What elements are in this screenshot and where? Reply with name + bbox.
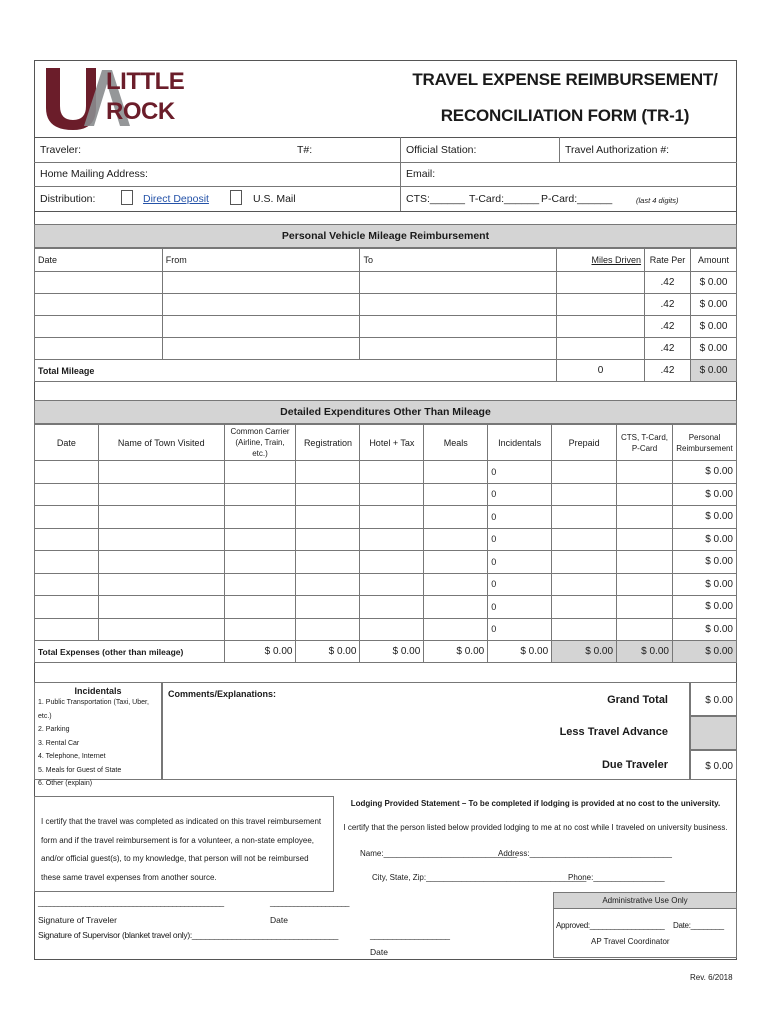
mileage-row[interactable] xyxy=(35,272,737,294)
incidentals-key-item: 2. Parking xyxy=(38,726,70,733)
exp-date-header: Date xyxy=(35,425,99,461)
expense-row[interactable] xyxy=(35,483,737,506)
due-traveler-label: Due Traveler xyxy=(601,759,668,771)
total-expenses-label: Total Expenses (other than mileage) xyxy=(35,641,225,663)
certification-line: these same travel expenses from another source. xyxy=(41,872,217,882)
total-miles-value: 0 xyxy=(557,360,645,382)
grand-total-label: Grand Total xyxy=(607,694,668,706)
expenditures-header-row xyxy=(35,425,737,461)
mileage-row[interactable] xyxy=(35,316,737,338)
incidentals-key-item: 5. Meals for Guest of State xyxy=(38,766,122,774)
lodging-city-field[interactable]: City, State, Zip:____________________________________ xyxy=(372,873,587,882)
prepaid-header: Prepaid xyxy=(552,425,617,461)
lodging-address-field[interactable]: Address:________________________________ xyxy=(498,849,672,858)
total-meals: $ 0.00 xyxy=(424,641,488,663)
grand-total-value: $ 0.00 xyxy=(690,682,737,716)
total-cts: $ 0.00 xyxy=(617,641,673,663)
certification-box xyxy=(34,796,334,892)
admin-date-field[interactable]: Date:________ xyxy=(673,921,724,930)
total-prepaid: $ 0.00 xyxy=(552,641,617,663)
personal-cell: $ 0.00 xyxy=(672,528,736,551)
personal-cell: $ 0.00 xyxy=(672,618,736,641)
cts-header-line2: P-Card xyxy=(631,443,658,453)
less-travel-advance-input[interactable] xyxy=(690,716,737,750)
expense-row[interactable] xyxy=(35,618,737,641)
mileage-section-title: Personal Vehicle Mileage Reimbursement xyxy=(281,230,490,242)
incidentals-cell: 0 xyxy=(488,551,552,574)
incidentals-cell: 0 xyxy=(488,618,552,641)
mileage-row[interactable] xyxy=(35,338,737,360)
lodging-name-field[interactable]: Name:______________________________ xyxy=(360,849,518,858)
form-title-line1: TRAVEL EXPENSE REIMBURSEMENT/ xyxy=(412,70,718,89)
traveler-label: Traveler: xyxy=(40,144,82,156)
mileage-rate: .42 xyxy=(645,338,691,360)
less-travel-advance-label: Less Travel Advance xyxy=(559,726,668,738)
certification-line: and/or official guest(s), to my knowledge, that person will not be reimbursed xyxy=(41,854,309,863)
expenses-total-row xyxy=(35,641,737,663)
last-four-digits-note: (last 4 digits) xyxy=(636,196,679,205)
personal-cell: $ 0.00 xyxy=(672,483,736,506)
lodging-certify-text: I certify that the person listed below provided lodging to me at no cost while I traveled on university business. xyxy=(343,823,728,832)
mileage-table xyxy=(34,248,737,382)
admin-use-title: Administrative Use Only xyxy=(554,893,736,909)
incidentals-cell: 0 xyxy=(488,573,552,596)
traveler-date-label: Date xyxy=(270,915,288,925)
traveler-signature-line[interactable]: _______________________________________________ xyxy=(38,898,224,907)
total-mileage-label: Total Mileage xyxy=(35,360,557,382)
personal-cell: $ 0.00 xyxy=(672,596,736,619)
logo-text-little: LITTLE xyxy=(106,68,185,95)
home-address-label: Home Mailing Address: xyxy=(40,168,148,180)
expense-row[interactable] xyxy=(35,551,737,574)
expense-row[interactable] xyxy=(35,573,737,596)
mileage-rate: .42 xyxy=(645,316,691,338)
supervisor-signature-field[interactable]: Signature of Supervisor (blanket travel only):_________________________________ xyxy=(38,930,339,940)
distribution-label: Distribution: xyxy=(40,193,96,205)
incidentals-key-item: 1. Public Transportation (Taxi, Uber, etc.) xyxy=(38,699,149,720)
mileage-row[interactable] xyxy=(35,294,737,316)
personal-cell: $ 0.00 xyxy=(672,461,736,484)
expense-row[interactable] xyxy=(35,528,737,551)
personal-reimbursement-header xyxy=(672,425,736,461)
lodging-statement-title: Lodging Provided Statement – To be completed if lodging is provided at no cost to the university. xyxy=(350,799,721,808)
mileage-amount: $ 0.00 xyxy=(690,272,736,294)
certification-line: I certify that the travel was completed as indicated on this travel reimbursement xyxy=(41,817,322,826)
incidentals-key-title: Incidentals xyxy=(74,686,122,696)
common-carrier-line2: (Airline, Train, etc.) xyxy=(235,438,285,458)
mileage-header-row xyxy=(35,249,737,272)
form-title-line2: RECONCILIATION FORM (TR-1) xyxy=(440,106,690,125)
t-number-label: T#: xyxy=(297,144,313,156)
certification-line: form and if the travel reimbursement is for a volunteer, a non-state employee, xyxy=(41,835,315,845)
total-rate-value: .42 xyxy=(645,360,691,382)
incidentals-key-item: 4. Telephone, Internet xyxy=(38,753,106,760)
expense-row[interactable] xyxy=(35,506,737,529)
hotel-tax-header: Hotel + Tax xyxy=(360,425,424,461)
incidentals-cell: 0 xyxy=(488,461,552,484)
common-carrier-header xyxy=(224,425,296,461)
mileage-to-header: To xyxy=(360,249,557,272)
supervisor-date-line[interactable]: __________________ xyxy=(370,930,450,940)
incidentals-cell: 0 xyxy=(488,506,552,529)
total-carrier: $ 0.00 xyxy=(224,641,296,663)
registration-header: Registration xyxy=(296,425,360,461)
us-mail-label: U.S. Mail xyxy=(253,193,296,205)
personal-header-line2: Reimbursement xyxy=(676,443,733,453)
travel-authorization-label: Travel Authorization #: xyxy=(565,144,670,156)
incidentals-key-box xyxy=(34,682,162,787)
incidentals-cell: 0 xyxy=(488,483,552,506)
lodging-phone-field[interactable]: Phone:________________ xyxy=(568,873,665,882)
email-label: Email: xyxy=(406,168,436,180)
tcard-field: T-Card:______ xyxy=(469,193,540,205)
mileage-rate: .42 xyxy=(645,294,691,316)
incidentals-cell: 0 xyxy=(488,528,552,551)
mileage-amount: $ 0.00 xyxy=(690,294,736,316)
direct-deposit-link[interactable]: Direct Deposit xyxy=(143,193,209,205)
admin-approved-field[interactable]: Approved:__________________ xyxy=(556,921,665,930)
personal-header-line1: Personal xyxy=(688,432,721,442)
expenditures-section-title: Detailed Expenditures Other Than Mileage xyxy=(280,406,491,418)
total-incidentals: $ 0.00 xyxy=(488,641,552,663)
pcard-field: P-Card:______ xyxy=(541,193,613,205)
town-visited-header: Name of Town Visited xyxy=(98,425,224,461)
ap-travel-coordinator-label: AP Travel Coordinator xyxy=(591,937,670,946)
mileage-total-row xyxy=(35,360,737,382)
cts-header-line1: CTS, T-Card, xyxy=(621,432,668,442)
expenditures-table xyxy=(34,424,737,663)
supervisor-date-label: Date xyxy=(370,947,388,957)
official-station-label: Official Station: xyxy=(406,144,477,156)
logo-text-rock: ROCK xyxy=(106,98,175,125)
revision-label: Rev. 6/2018 xyxy=(690,973,733,982)
incidentals-key-item: 3. Rental Car xyxy=(38,739,80,747)
personal-cell: $ 0.00 xyxy=(672,551,736,574)
incidentals-key-item: 6. Other (explain) xyxy=(38,780,93,787)
amount-header: Amount xyxy=(690,249,736,272)
incidentals-header: Incidentals xyxy=(488,425,552,461)
meals-header: Meals xyxy=(424,425,488,461)
mileage-from-header: From xyxy=(162,249,360,272)
mileage-amount: $ 0.00 xyxy=(690,338,736,360)
total-registration: $ 0.00 xyxy=(296,641,360,663)
traveler-signature-label: Signature of Traveler xyxy=(38,915,117,925)
incidentals-cell: 0 xyxy=(488,596,552,619)
mileage-amount: $ 0.00 xyxy=(690,316,736,338)
rate-per-header: Rate Per xyxy=(645,249,691,272)
personal-cell: $ 0.00 xyxy=(672,506,736,529)
mileage-date-header: Date xyxy=(35,249,163,272)
due-traveler-value: $ 0.00 xyxy=(690,750,737,780)
cts-tcard-pcard-header xyxy=(617,425,673,461)
common-carrier-line1: Common Carrier xyxy=(230,427,290,436)
personal-cell: $ 0.00 xyxy=(672,573,736,596)
total-personal: $ 0.00 xyxy=(672,641,736,663)
expense-row[interactable] xyxy=(35,596,737,619)
us-mail-checkbox[interactable] xyxy=(230,190,242,205)
date-signature-line[interactable]: ____________________ xyxy=(270,898,349,907)
expense-row[interactable] xyxy=(35,461,737,484)
comments-label: Comments/Explanations: xyxy=(168,689,277,699)
total-mileage-amount: $ 0.00 xyxy=(690,360,736,382)
direct-deposit-checkbox[interactable] xyxy=(121,190,133,205)
miles-driven-header[interactable]: Miles Driven xyxy=(557,249,645,272)
total-hotel: $ 0.00 xyxy=(360,641,424,663)
cts-field: CTS:______ xyxy=(406,193,465,205)
mileage-rate: .42 xyxy=(645,272,691,294)
